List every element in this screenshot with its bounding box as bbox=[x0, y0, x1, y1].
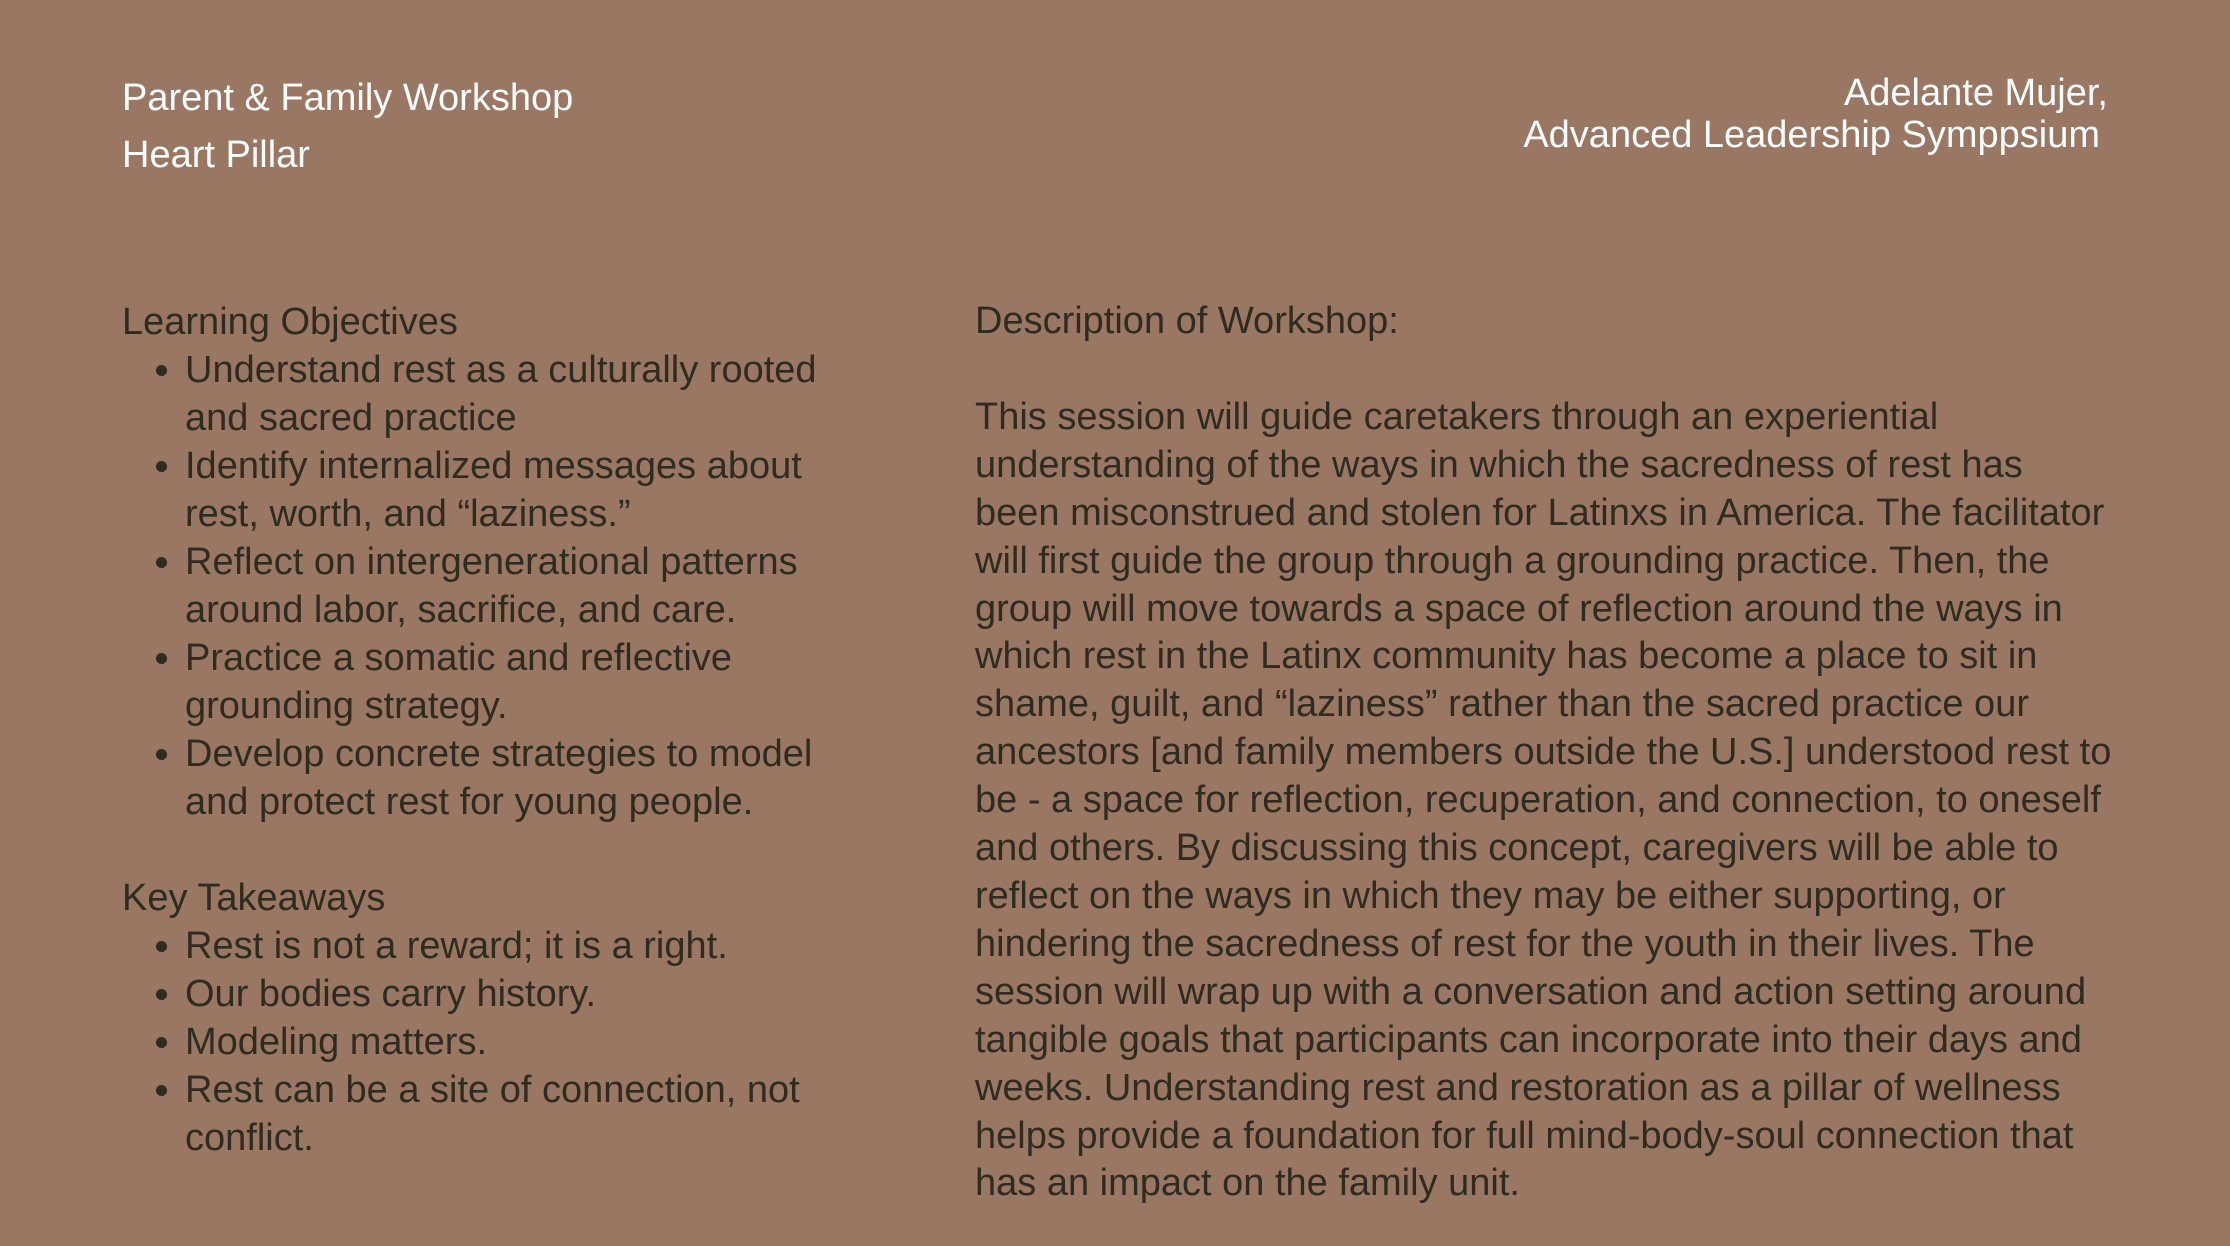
learning-objectives-heading: Learning Objectives bbox=[122, 301, 458, 343]
key-takeaways-heading: Key Takeaways bbox=[122, 877, 386, 919]
header-right bbox=[1523, 72, 2108, 156]
list-item: • Reflect on intergenerational patterns around labor, sacrifice, and care. bbox=[185, 538, 862, 634]
key-takeaways-list bbox=[122, 922, 862, 1162]
list-item: • Rest can be a site of connection, not conflict. bbox=[185, 1066, 862, 1162]
right-column bbox=[975, 298, 2115, 1208]
left-column bbox=[122, 298, 862, 1162]
section-spacer bbox=[122, 826, 862, 874]
organization-name: Adelante Mujer, bbox=[1843, 72, 2108, 114]
paragraph-spacer bbox=[975, 346, 2115, 394]
list-item: • Identify internalized messages about rest, worth, and “laziness.” bbox=[185, 442, 862, 538]
list-item: • Develop concrete strategies to model and protect rest for young people. bbox=[185, 730, 862, 826]
header-left bbox=[122, 70, 573, 184]
event-name: Advanced Leadership Symppsium bbox=[1523, 114, 2100, 156]
pillar-label: Heart Pillar bbox=[122, 134, 310, 176]
list-item: • Practice a somatic and reflective grounding strategy. bbox=[185, 634, 862, 730]
workshop-title: Parent & Family Workshop bbox=[122, 77, 574, 119]
learning-objectives-list bbox=[122, 346, 862, 826]
description-body: This session will guide caretakers through an experiential understanding of the ways in which the sacredness of rest has been misconstrued and stolen for Latinxs in America. The facilitator will first guide the group through a grounding practice. Then, the group will move towards a space of reflection around the ways in which rest in the Latinx community has become a place to sit in shame, guilt, and “laziness” rather than the sacred practice our ancestors [and family members outside the U.S.] understood rest to be - a space for reflection, recuperation, and connection, to oneself and others. By discussing this concept, caregivers will be able to reflect on the ways in which they may be either supporting, or hindering the sacredness of rest for the youth in their lives. The session will wrap up with a conversation and action setting around tangible goals that participants can incorporate into their days and weeks. Understanding rest and restoration as a pillar of wellness helps provide a foundation for full mind-body-soul connection that has an impact on the family unit. bbox=[975, 395, 2112, 1205]
list-item: • Rest is not a reward; it is a right. bbox=[185, 922, 862, 970]
list-item: • Understand rest as a culturally rooted and sacred practice bbox=[185, 346, 862, 442]
description-heading: Description of Workshop: bbox=[975, 300, 1399, 342]
list-item: • Modeling matters. bbox=[185, 1018, 862, 1066]
list-item: • Our bodies carry history. bbox=[185, 970, 862, 1018]
